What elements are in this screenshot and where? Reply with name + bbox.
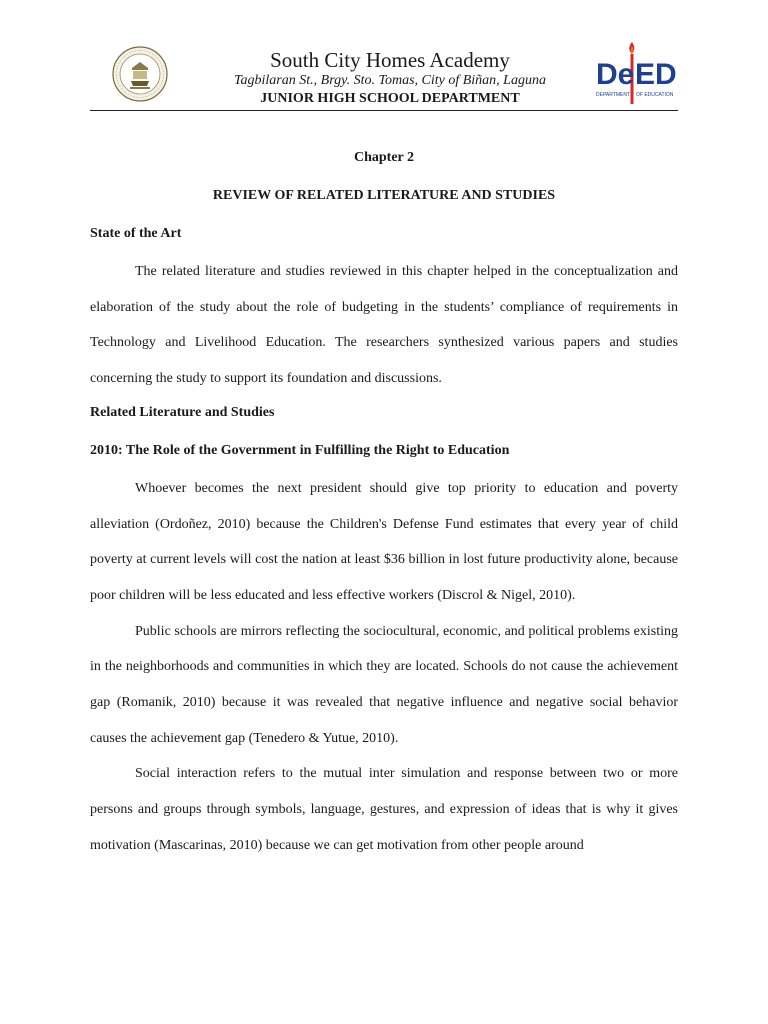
svg-text:OF EDUCATION: OF EDUCATION bbox=[636, 92, 674, 98]
paragraph-3: Social interaction refers to the mutual inter simulation and response between two or more persons and groups through symbols, language, gestures, and expression of ideas that is why it gives motivation (Mascarinas, 2010) because we can get motivation from other people around bbox=[90, 766, 678, 853]
svg-text:DEPARTMENT: DEPARTMENT bbox=[596, 92, 630, 98]
department-name: JUNIOR HIGH SCHOOL DEPARTMENT bbox=[260, 91, 520, 106]
svg-text:De: De bbox=[596, 58, 635, 91]
paragraph-2: Public schools are mirrors reflecting the sociocultural, economic, and political problems existing in the neighborhoods and communities in which they are located. Schools do not cause the achievement gap (Romanik, 2010) because it was revealed that negative influence and negative social behavior causes the achievement gap (Tenedero & Yutue, 2010). bbox=[90, 623, 678, 746]
subsection-heading-2010: 2010: The Role of the Government in Fulfilling the Right to Education bbox=[90, 442, 510, 458]
school-address: Tagbilaran St., Brgy. Sto. Tomas, City of Biñan, Laguna bbox=[234, 73, 546, 88]
svg-text:ED: ED bbox=[635, 58, 677, 91]
chapter-heading: Chapter 2 bbox=[353, 150, 415, 165]
section-heading-related-literature: Related Literature and Studies bbox=[90, 404, 275, 420]
deped-logo-icon bbox=[594, 40, 680, 108]
school-seal-icon bbox=[112, 46, 168, 102]
chapter-title: REVIEW OF RELATED LITERATURE AND STUDIES bbox=[212, 188, 556, 203]
paragraph-state-of-art: The related literature and studies reviewed in this chapter helped in the conceptualization and elaboration of the study about the role of budgeting in the students’ compliance of requirements in Technology and Livelihood Education. The researchers synthesized various papers and studies concerning the study to support its foundation and discussions. bbox=[90, 264, 678, 387]
section-heading-state-of-art: State of the Art bbox=[90, 226, 182, 241]
document-body bbox=[90, 140, 678, 864]
paragraph-1: Whoever becomes the next president should give top priority to education and poverty alleviation (Ordoñez, 2010) because the Children's Defense Fund estimates that every year of child poverty at current levels will cost the nation at least $36 billion in lost future productivity alone, because poor children will be less educated and less effective workers (Discrol & Nigel, 2010). bbox=[90, 480, 678, 603]
letterhead bbox=[90, 36, 678, 111]
school-name: South City Homes Academy bbox=[270, 48, 510, 72]
